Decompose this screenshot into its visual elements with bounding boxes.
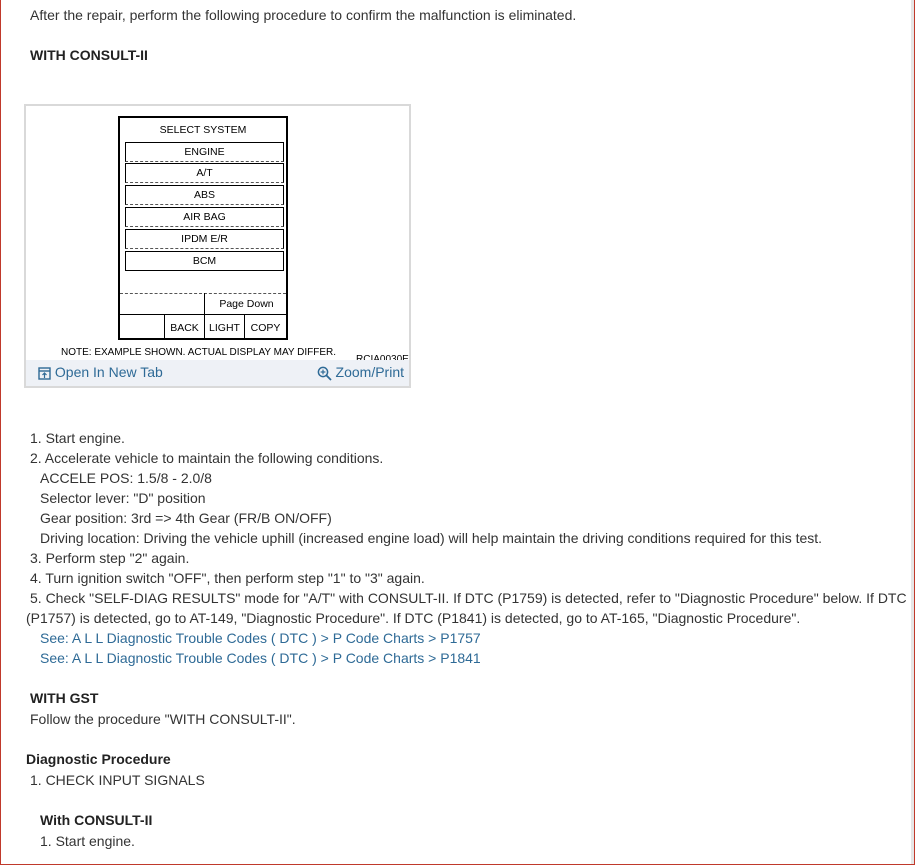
menu-item-abs: ABS bbox=[125, 185, 284, 205]
step-1: 1. Start engine. bbox=[30, 430, 125, 446]
copy-key: COPY bbox=[250, 322, 281, 334]
zoom-icon bbox=[317, 366, 332, 381]
intro-text: After the repair, perform the following procedure to confirm the malfunction is eliminated. bbox=[30, 7, 577, 23]
step-3: 3. Perform step "2" again. bbox=[30, 550, 190, 566]
screen-divider bbox=[120, 293, 286, 294]
heading-diagnostic-procedure: Diagnostic Procedure bbox=[26, 751, 171, 767]
condition-selector-lever: Selector lever: "D" position bbox=[40, 490, 206, 506]
see-link-p1757[interactable]: See: A L L Diagnostic Trouble Codes ( DTC ) > P Code Charts > P1757 bbox=[40, 630, 481, 646]
step-5-line-1: 5. Check "SELF-DIAG RESULTS" mode for "A/T" with CONSULT-II. If DTC (P1759) is detected, refer to "Diagnostic Procedure" below. If DTC bbox=[30, 590, 907, 606]
light-key: LIGHT bbox=[209, 322, 240, 334]
heading-with-consult-2: With CONSULT-II bbox=[40, 812, 153, 828]
condition-gear-position: Gear position: 3rd => 4th Gear (FR/B ON/OFF) bbox=[40, 510, 332, 526]
consult-screen bbox=[118, 116, 288, 340]
condition-accele-pos: ACCELE POS: 1.5/8 - 2.0/8 bbox=[40, 470, 212, 486]
figure-note: NOTE: EXAMPLE SHOWN. ACTUAL DISPLAY MAY DIFFER. bbox=[61, 347, 337, 358]
screen-title: SELECT SYSTEM bbox=[159, 124, 247, 136]
step-2: 2. Accelerate vehicle to maintain the following conditions. bbox=[30, 450, 384, 466]
zoom-print-link[interactable] bbox=[317, 364, 404, 381]
step-4: 4. Turn ignition switch "OFF", then perform step "1" to "3" again. bbox=[30, 570, 425, 586]
step-5-line-2: (P1757) is detected, go to AT-149, "Diagnostic Procedure". If DTC (P1841) is detected, go to AT-165, "Diagnostic Procedure". bbox=[26, 610, 801, 626]
heading-with-gst: WITH GST bbox=[30, 690, 99, 706]
open-new-tab-icon bbox=[38, 367, 51, 380]
menu-item-at: A/T bbox=[125, 163, 284, 183]
menu-item-ipdm: IPDM E/R bbox=[125, 229, 284, 249]
gst-text: Follow the procedure "WITH CONSULT-II". bbox=[30, 711, 296, 727]
zoom-print-label: Zoom/Print bbox=[335, 364, 404, 380]
open-new-tab-label: Open In New Tab bbox=[54, 364, 163, 380]
softkey-divider bbox=[120, 314, 286, 315]
menu-item-bcm: BCM bbox=[125, 251, 284, 271]
back-key: BACK bbox=[170, 322, 199, 334]
open-new-tab-link[interactable] bbox=[38, 364, 163, 380]
menu-item-engine: ENGINE bbox=[125, 142, 284, 162]
right-scrollbar-track[interactable] bbox=[911, 0, 914, 864]
diag-sub-step-1: 1. Start engine. bbox=[40, 833, 135, 849]
figure-consult-screen bbox=[24, 104, 411, 388]
menu-item-airbag: AIR BAG bbox=[125, 207, 284, 227]
heading-with-consult: WITH CONSULT-II bbox=[30, 47, 148, 63]
figure-toolbar bbox=[26, 360, 409, 386]
page-down-key: Page Down bbox=[219, 298, 274, 310]
see-link-p1841[interactable]: See: A L L Diagnostic Trouble Codes ( DTC ) > P Code Charts > P1841 bbox=[40, 650, 481, 666]
diag-step-1: 1. CHECK INPUT SIGNALS bbox=[30, 772, 205, 788]
condition-driving-location: Driving location: Driving the vehicle uphill (increased engine load) will help maintain the driving conditions required for this test. bbox=[40, 530, 823, 546]
